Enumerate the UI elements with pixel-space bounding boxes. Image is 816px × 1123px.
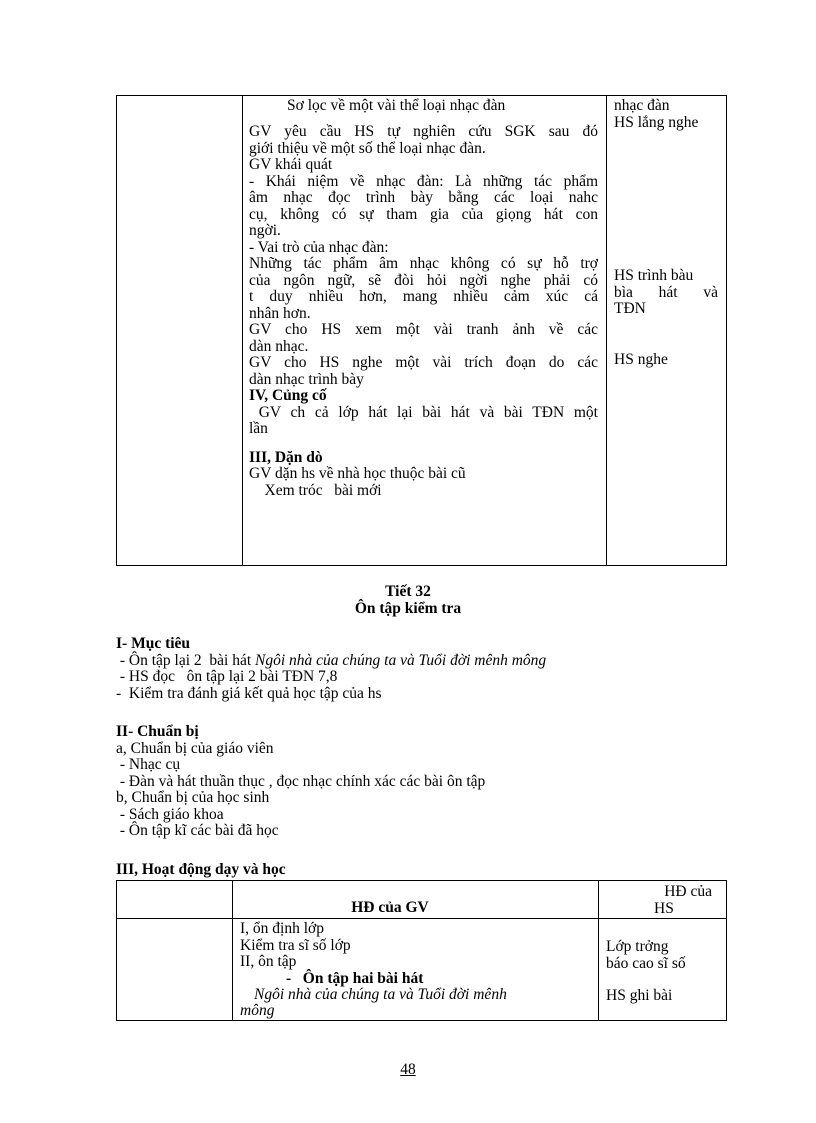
text-line: bìa hát và: [614, 283, 718, 301]
section-title: II- Chuẩn bị: [116, 723, 199, 740]
text-line: lần: [249, 420, 268, 437]
text-line: GV cho HS nghe một vài trích đoạn do các: [249, 354, 598, 371]
text-line: giới thiệu về một số thể loại nhạc đàn.: [249, 139, 486, 157]
text-line: cụ, không có sự tham gia của giọng hát con: [249, 205, 598, 223]
text-line: - Kiểm tra đánh giá kết quả học tập của hs: [116, 684, 382, 702]
text-line: âm nhạc đọc trình bày bằng các loại nahc: [249, 189, 598, 206]
text-line: - HS đọc ôn tập lại 2 bài TĐN 7,8: [116, 668, 338, 685]
text-line: GV cho HS xem một vài tranh ảnh về các: [249, 321, 598, 338]
section-activities-title: III, Hoạt động dạy và học: [116, 861, 286, 878]
page-number: 48: [400, 1061, 416, 1078]
text-line: HS trình bàu: [614, 267, 694, 284]
text-span: - Ôn tập lại 2 bài hát: [116, 651, 256, 669]
text-line: GV yêu cầu HS tự nghiên cứu SGK sau đó: [249, 123, 598, 140]
text-line: - Khái niệm về nhạc đàn: Là những tác phẩm: [249, 172, 598, 190]
italic-song-titles-cont: mông: [240, 1001, 275, 1019]
review-songs-heading: - Ôn tập hai bài hát: [286, 969, 424, 987]
table1-col3-block1: [614, 98, 720, 131]
section-objectives: [116, 636, 736, 702]
table1-col2-body: [249, 124, 598, 499]
text-line: - Vai trò của nhạc đàn:: [249, 238, 389, 256]
text-line: HS nghe: [614, 351, 668, 368]
text-line: HS: [654, 899, 674, 917]
text-line: GV khái quát: [249, 156, 333, 173]
text-line: HĐ của: [664, 883, 712, 900]
text-line: GV dặn hs về nhà học thuộc bài cũ: [249, 465, 466, 482]
text-line: Lớp trởng: [606, 938, 669, 955]
text-line: - Nhạc cụ: [116, 756, 181, 773]
text-line: TĐN: [614, 300, 646, 317]
lesson-title: Tiết 32: [385, 583, 431, 600]
table2-header-gv: HĐ của GV: [351, 899, 429, 916]
section-3-title: III, Dặn dò: [249, 448, 323, 466]
text-line: Xem tróc bài mới: [249, 481, 382, 499]
text-line: II, ôn tập: [240, 953, 297, 970]
text-line: dàn nhạc trình bày: [249, 370, 364, 388]
section-title: I- Mục tiêu: [116, 635, 191, 652]
text-line: HS lắng nghe: [614, 113, 699, 131]
italic-song-titles: Ngôi nhà của chúng ta và Tuổi đời mênh mông: [255, 651, 547, 669]
section-4-title: IV, Củng cố: [249, 387, 327, 404]
text-line: - Đàn và hát thuần thục , đọc nhạc chính xác các bài ôn tập: [116, 772, 486, 790]
text-line: Kiểm tra sĩ số lớp: [240, 936, 351, 954]
table2-col3-body: [606, 939, 724, 1005]
text-line: Những tác phẩm âm nhạc không có sự hỗ trợ: [249, 255, 598, 272]
text-line: của ngôn ngữ, sẽ đòi hỏi ngời nghe phải có: [249, 271, 598, 289]
italic-song-titles: Ngôi nhà của chúng ta và Tuổi đời mênh: [254, 986, 507, 1003]
text-line: HS ghi bài: [606, 987, 673, 1004]
table2-header-hs: [604, 884, 722, 917]
table1-col2-heading: Sơ lọc về một vài thể loại nhạc đàn: [287, 97, 506, 114]
table2-col2-body: [240, 920, 594, 1019]
text-line: b, Chuẩn bị của học sinh: [116, 789, 270, 806]
text-line: nhạc đàn: [614, 97, 670, 114]
text-line: - Ôn tập kĩ các bài đã học: [116, 822, 279, 839]
section-preparation: [116, 724, 736, 840]
text-line: t duy nhiều hơn, mang nhiều cảm xúc cá: [249, 288, 598, 305]
text-line: nhân hơn.: [249, 304, 311, 322]
text-line: a, Chuẩn bị của giáo viên: [116, 739, 274, 757]
lesson-subtitle: Ôn tập kiểm tra: [354, 600, 462, 617]
text-line: - Sách giáo khoa: [116, 805, 224, 823]
text-line: I, ổn định lớp: [240, 920, 324, 937]
text-line: GV ch cả lớp hát lại bài hát và bài TĐN một: [249, 403, 598, 421]
text-line: dàn nhạc.: [249, 337, 309, 355]
text-line: báo cao sĩ số: [606, 954, 686, 972]
text-line: [116, 653, 736, 670]
table1-col3-block3: [614, 352, 720, 369]
text-line: ngời.: [249, 222, 281, 239]
table1-col3-block2: [614, 268, 718, 318]
